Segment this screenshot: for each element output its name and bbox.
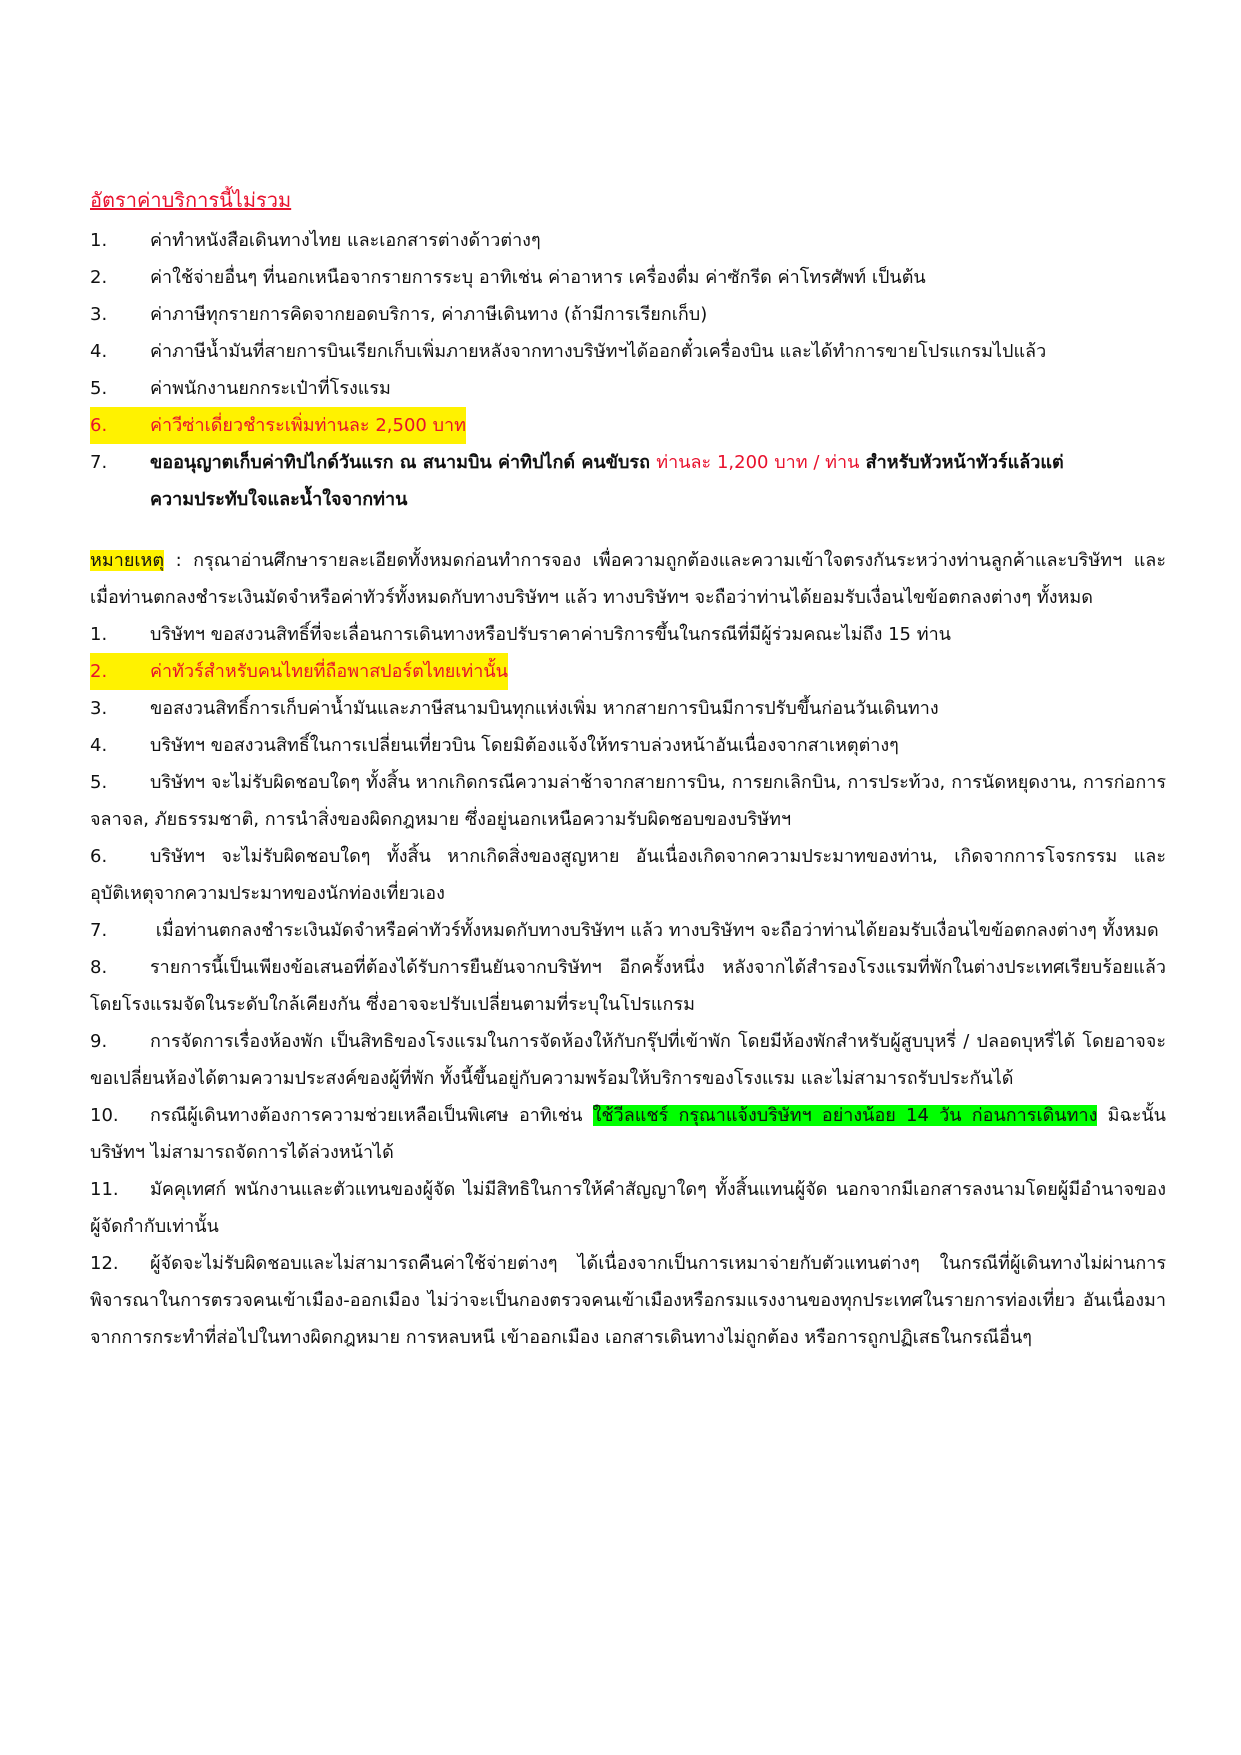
item-text [150,444,1166,518]
tips-text-line2: ความประทับใจและน้ำใจจากท่าน [150,489,408,510]
item-number: 12. [90,1253,119,1274]
item-number: 5. [90,772,108,793]
note-item-3 [90,690,1166,727]
note-item-6 [90,838,1166,912]
item-number: 2. [90,661,108,682]
item-text: ค่าใช้จ่ายอื่นๆ ที่นอกเหนือจากรายการระบุ อาทิเช่น ค่าอาหาร เครื่องดื่ม ค่าซักรีด ค่าโทรศัพท์ เป็นต้น [150,267,926,288]
note-item-7 [90,912,1166,949]
excluded-item-4 [90,333,1166,370]
item-number: 4. [90,735,108,756]
excluded-item-5 [90,370,1166,407]
item-number: 6. [90,415,108,436]
item-number: 1. [90,230,108,251]
document-page [90,186,1166,1356]
note-item-5 [90,764,1166,838]
note-item-9 [90,1023,1166,1097]
item-text: การจัดการเรื่องห้องพัก เป็นสิทธิของโรงแรมในการจัดห้องให้กับกรุ๊ปที่เข้าพัก โดยมีห้องพักสำหรับผู้สูบบุหรี่ / ปลอดบุหรี่ได้ โดยอาจจะขอเปลี่ยนห้องได้ตามความประสงค์ของผู้ที่พัก ทั้งนี้ขึ้นอยู่กับความพร้อมให้บริการของโรงแรม และไม่สามารถรับประกันได้ [90,1031,1166,1089]
excluded-item-6-visa [90,407,1166,444]
tips-text-part3: สำหรับหัวหน้าทัวร์แล้วแต่ [859,452,1064,473]
tips-amount: ท่านละ 1,200 บาท / ท่าน [656,452,860,473]
item-number: 7. [90,452,108,473]
item-text: ค่าภาษีน้ำมันที่สายการบินเรียกเก็บเพิ่มภายหลังจากทางบริษัทฯได้ออกตั๋วเครื่องบิน และได้ทำการขายโปรแกรมไปแล้ว [150,341,1047,362]
item-text: บริษัทฯ จะไม่รับผิดชอบใดๆ ทั้งสิ้น หากเกิดสิ่งของสูญหาย อันเนื่องเกิดจากความประมาทของท่าน, เกิดจากการโจรกรรม และ อุบัติเหตุจากความประมาทของนักท่องเที่ยวเอง [90,846,1166,904]
item-number: 8. [90,957,108,978]
tips-text-part1: ขออนุญาตเก็บค่าทิปไกด์วันแรก ณ สนามบิน ค่าทิปไกด์ คนขับรถ [150,452,657,473]
wheelchair-text-part1: กรณีผู้เดินทางต้องการความช่วยเหลือเป็นพิเศษ อาทิเช่น [150,1105,593,1126]
item-text: ค่าทัวร์สำหรับคนไทยที่ถือพาสปอร์ตไทยเท่านั้น [150,661,508,682]
item-number: 10. [90,1105,119,1126]
item-number: 3. [90,698,108,719]
note-item-8 [90,949,1166,1023]
item-text: ค่าวีซ่าเดี่ยวชำระเพิ่มท่านละ 2,500 บาท [150,415,466,436]
item-text: บริษัทฯ ขอสงวนสิทธิ์ในการเปลี่ยนเที่ยวบิน โดยมิต้องแจ้งให้ทราบล่วงหน้าอันเนื่องจากสาเหตุต่างๆ [150,735,899,756]
excluded-item-3 [90,296,1166,333]
passport-highlight [90,653,508,690]
visa-highlight [90,407,466,444]
item-text: มัคคุเทศก์ พนักงานและตัวแทนของผู้จัด ไม่มีสิทธิในการให้คำสัญญาใดๆ ทั้งสิ้นแทนผู้จัด นอกจากมีเอกสารลงนามโดยผู้มีอำนาจของผู้จัดกำกับเท่านั้น [90,1179,1166,1237]
note-intro [90,542,1166,616]
item-number: 7. [90,920,108,941]
item-text: บริษัทฯ จะไม่รับผิดชอบใดๆ ทั้งสิ้น หากเกิดกรณีความล่าช้าจากสายการบิน, การยกเลิกบิน, การประท้วง, การนัดหยุดงาน, การก่อการจลาจล, ภัยธรรมชาติ, การนำสิ่งของผิดกฎหมาย ซึ่งอยู่นอกเหนือความรับผิดชอบของบริษัทฯ [90,772,1166,830]
item-number: 3. [90,304,108,325]
excluded-item-2 [90,259,1166,296]
note-item-2-thai-passport [90,653,1166,690]
note-item-4 [90,727,1166,764]
wheelchair-text-part3: มิฉะนั้น บริษัทฯ ไม่สามารถจัดการได้ล่วงหน้าได้ [90,1105,1166,1163]
section-spacer [90,518,1166,542]
wheelchair-highlight: ใช้วีลแชร์ กรุณาแจ้งบริษัทฯ อย่างน้อย 14 วัน ก่อนการเดินทาง [592,1105,1098,1126]
item-text: เมื่อท่านตกลงชำระเงินมัดจำหรือค่าทัวร์ทั้งหมดกับทางบริษัทฯ แล้ว ทางบริษัทฯ จะถือว่าท่านได้ยอมรับเงื่อนไขข้อตกลงต่างๆ ทั้งหมด [150,920,1159,941]
item-text: ค่าทำหนังสือเดินทางไทย และเอกสารต่างด้าวต่างๆ [150,230,541,251]
note-intro-text: : กรุณาอ่านศึกษารายละเอียดทั้งหมดก่อนทำการจอง เพื่อความถูกต้องและความเข้าใจตรงกันระหว่างท่านลูกค้าและบริษัทฯ และเมื่อท่านตกลงชำระเงินมัดจำหรือค่าทัวร์ทั้งหมดกับทางบริษัทฯ แล้ว ทางบริษัทฯ จะถือว่าท่านได้ยอมรับเงื่อนไขข้อตกลงต่างๆ ทั้งหมด [90,550,1166,608]
item-text: ขอสงวนสิทธิ์การเก็บค่าน้ำมันและภาษีสนามบินทุกแห่งเพิ่ม หากสายการบินมีการปรับขึ้นก่อนวันเดินทาง [150,698,939,719]
item-text: ค่าพนักงานยกกระเป๋าที่โรงแรม [150,378,391,399]
item-number: 11. [90,1179,119,1200]
item-number: 4. [90,341,108,362]
item-text: บริษัทฯ ขอสงวนสิทธิ์ที่จะเลื่อนการเดินทางหรือปรับราคาค่าบริการขึ้นในกรณีที่มีผู้ร่วมคณะไม่ถึง 15 ท่าน [150,624,951,645]
item-text: ผู้จัดจะไม่รับผิดชอบและไม่สามารถคืนค่าใช้จ่ายต่างๆ ได้เนื่องจากเป็นการเหมาจ่ายกับตัวแทนต่างๆ ในกรณีที่ผู้เดินทางไม่ผ่านการพิจารณาในการตรวจคนเข้าเมือง-ออกเมือง ไม่ว่าจะเป็นกองตรวจคนเข้าเมืองหรือกรมแรงงานของทุกประเทศในรายการท่องเที่ยว อันเนื่องมาจากการกระทำที่ส่อไปในทางผิดกฎหมาย การหลบหนี เข้าออกเมือง เอกสารเดินทางไม่ถูกต้อง หรือการถูกปฏิเสธในกรณีอื่นๆ [90,1253,1166,1348]
note-item-1 [90,616,1166,653]
item-text: รายการนี้เป็นเพียงข้อเสนอที่ต้องได้รับการยืนยันจากบริษัทฯ อีกครั้งหนึ่ง หลังจากได้สำรองโรงแรมที่พักในต่างประเทศเรียบร้อยแล้ว โดยโรงแรมจัดในระดับใกล้เคียงกัน ซึ่งอาจจะปรับเปลี่ยนตามที่ระบุในโปรแกรม [90,957,1166,1015]
item-number: 9. [90,1031,108,1052]
item-number: 5. [90,378,108,399]
item-number: 6. [90,846,108,867]
note-item-10-wheelchair [90,1097,1166,1171]
item-number: 2. [90,267,108,288]
note-item-12 [90,1245,1166,1356]
excluded-item-1 [90,222,1166,259]
note-label: หมายเหตุ [90,550,165,571]
note-item-11 [90,1171,1166,1245]
item-number: 1. [90,624,108,645]
excluded-item-7-tips [90,444,1166,518]
item-text: ค่าภาษีทุกรายการคิดจากยอดบริการ, ค่าภาษีเดินทาง (ถ้ามีการเรียกเก็บ) [150,304,708,325]
excluded-services-heading: อัตราค่าบริการนี้ไม่รวม [90,188,292,212]
